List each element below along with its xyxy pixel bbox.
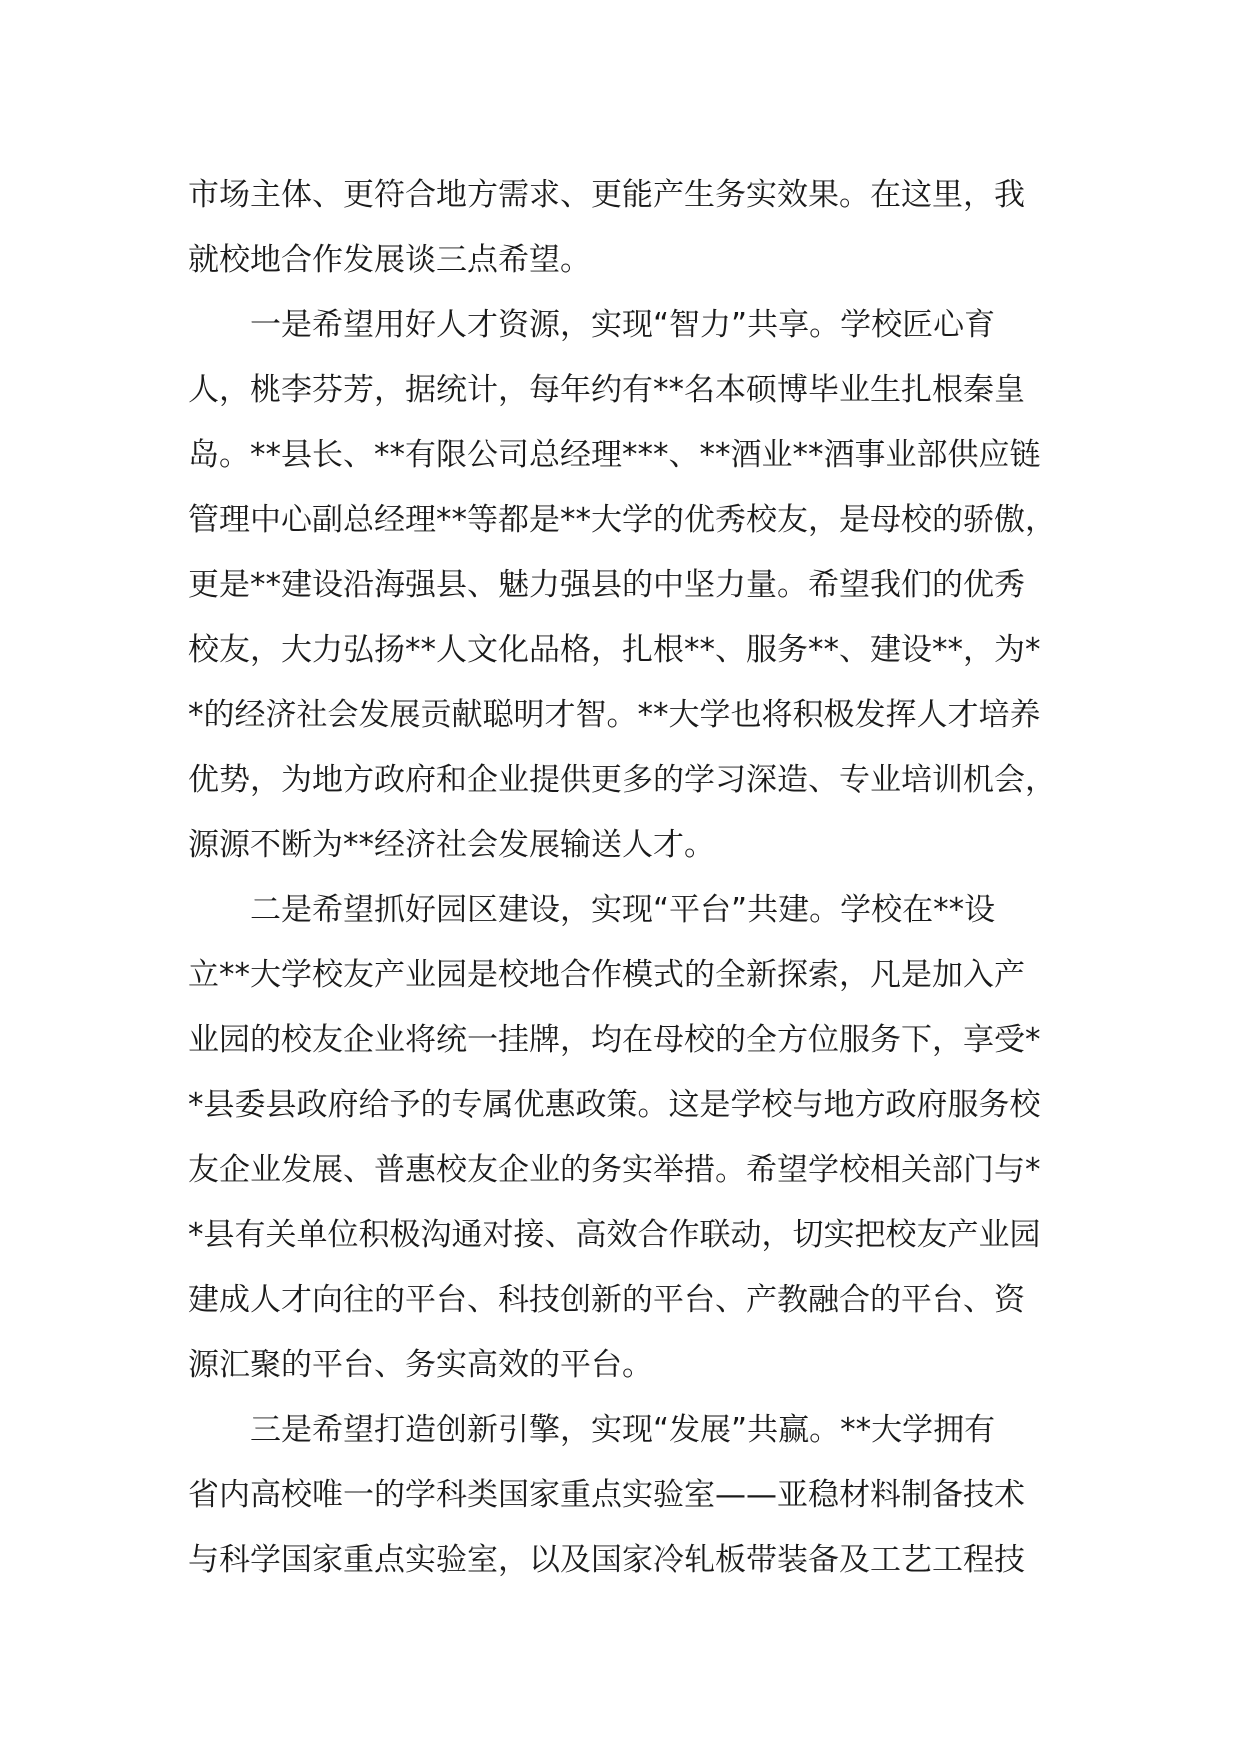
document-body [188,163,1068,1593]
text-line: 校友，大力弘扬**人文化品格，扎根**、服务**、建设**，为* [188,632,1041,668]
text-line: *的经济社会发展贡献聪明才智。**大学也将积极发挥人才培养 [188,697,1041,733]
text-line: 业园的校友企业将统一挂牌，均在母校的全方位服务下，享受* [188,1022,1041,1058]
paragraph-first-line: 一是希望用好人才资源，实现“智力”共享。学校匠心育 [250,307,996,343]
text-line: 立**大学校友产业园是校地合作模式的全新探索，凡是加入产 [188,957,1025,993]
text-line: 与科学国家重点实验室，以及国家冷轧板带装备及工艺工程技 [188,1542,1025,1578]
text-line: 管理中心副总经理**等都是**大学的优秀校友，是母校的骄傲， [188,502,1056,538]
text-line: 友企业发展、普惠校友企业的务实举措。希望学校相关部门与* [188,1152,1041,1188]
text-line: 市场主体、更符合地方需求、更能产生务实效果。在这里，我 [188,177,1025,213]
text-line: 建成人才向往的平台、科技创新的平台、产教融合的平台、资 [188,1282,1025,1318]
text-line: 岛。**县长、**有限公司总经理***、**酒业**酒事业部供应链 [188,437,1041,473]
paragraph-first-line: 三是希望打造创新引擎，实现“发展”共赢。**大学拥有 [250,1412,996,1448]
text-line: *县有关单位积极沟通对接、高效合作联动，切实把校友产业园 [188,1217,1041,1253]
paragraph-first-line: 二是希望抓好园区建设，实现“平台”共建。学校在**设 [250,892,996,928]
text-line: 人，桃李芬芳，据统计，每年约有**名本硕博毕业生扎根秦皇 [188,372,1025,408]
text-line: 源源不断为**经济社会发展输送人才。 [188,827,715,863]
text-line: 更是**建设沿海强县、魅力强县的中坚力量。希望我们的优秀 [188,567,1025,603]
text-line: *县委县政府给予的专属优惠政策。这是学校与地方政府服务校 [188,1087,1041,1123]
text-line: 优势，为地方政府和企业提供更多的学习深造、专业培训机会， [188,762,1056,798]
text-line: 省内高校唯一的学科类国家重点实验室——亚稳材料制备技术 [188,1477,1025,1513]
text-line: 源汇聚的平台、务实高效的平台。 [188,1347,653,1383]
text-line: 就校地合作发展谈三点希望。 [188,242,591,278]
